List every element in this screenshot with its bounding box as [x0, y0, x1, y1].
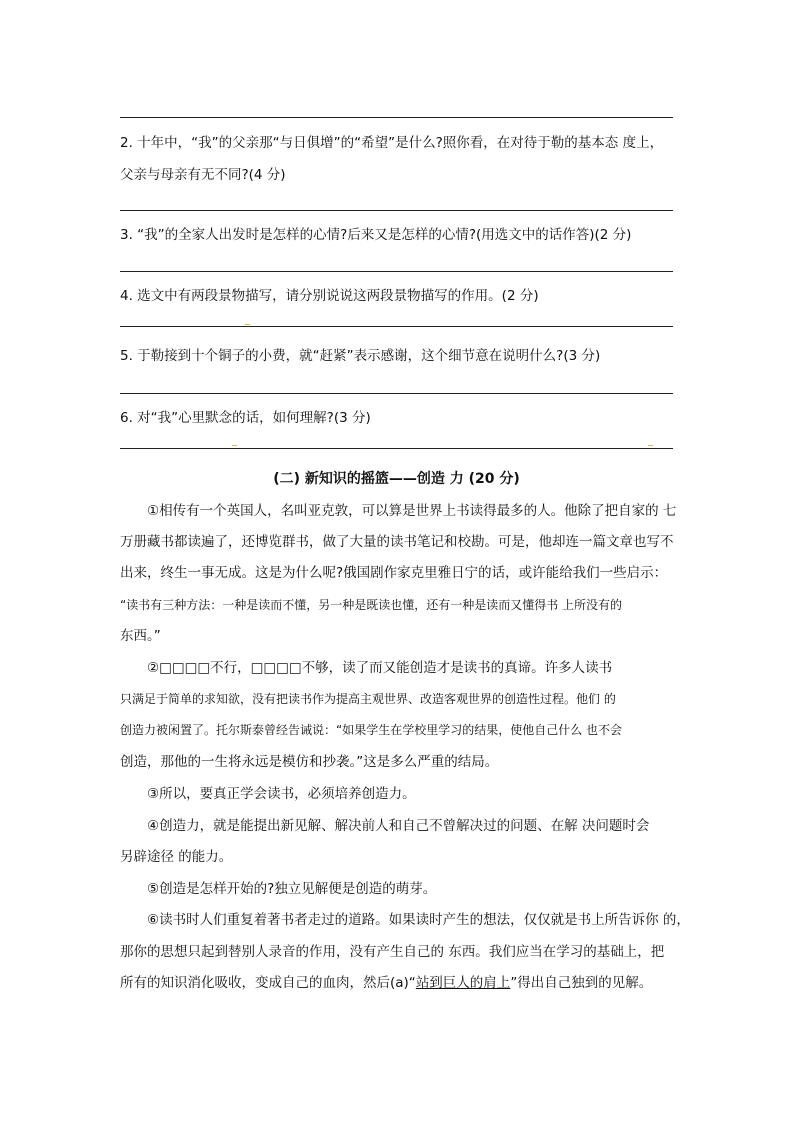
question-6: 6. 对“我”心里默念的话，如何理解?(3 分)	[120, 410, 371, 426]
paragraph-3: ③所以，要真正学会读书，必须培养创造力。	[147, 786, 416, 802]
answer-line-2	[120, 210, 673, 211]
paragraph-2-line-1: ②□□□□不行，□□□□不够，读了而又能创造才是读书的真谛。许多人读书	[147, 660, 613, 676]
paragraph-6-line-1: ⑥读书时人们重复着著书者走过的道路。如果读时产生的想法，仅仅就是书上所告诉你 的，	[147, 912, 690, 928]
answer-line-4	[120, 326, 673, 327]
paragraph-1-line-1: ①相传有一个英国人，名叫亚克敦，可以算是世界上书读得最多的人。他除了把自家的 七	[147, 503, 677, 519]
paragraph-2-line-4: 创造，那他的一生将永远是模仿和抄袭。”这是多么严重的结局。	[120, 754, 499, 770]
question-2-line-2: 父亲与母亲有无不同?(4 分)	[120, 167, 286, 183]
paragraph-6-line-2: 那你的思想只起到替别人录音的作用，没有产生自己的 东西。我们应当在学习的基础上，把	[120, 944, 665, 960]
mark-tick	[232, 445, 237, 446]
paragraph-6-text: 所有的知识消化吸收，变成自己的血肉，然后(a)“	[120, 975, 416, 991]
section-title: (二) 新知识的摇篮——创造 力 (20 分)	[273, 471, 520, 487]
paragraph-1-line-2: 万册藏书都读遍了，还博览群书，做了大量的读书笔记和校勘。可是，他却连一篇文章也写不	[120, 534, 674, 550]
paragraph-2-line-3: 创造力被闲置了。托尔斯泰曾经告诫说：“如果学生在学校里学习的结果，使他自己什么 也不会	[120, 723, 623, 737]
mark-tick	[245, 324, 250, 325]
mark-tick	[648, 445, 653, 446]
answer-line-1	[120, 117, 673, 118]
question-2-line-1: 2. 十年中，“我”的父亲那“与日俱增”的“希望”是什么?照你看，在对待于勒的基本态 度上，	[120, 135, 664, 151]
answer-line-6	[120, 448, 673, 449]
paragraph-5: ⑤创造是怎样开始的?独立见解便是创造的萌芽。	[147, 881, 437, 897]
paragraph-6-text-end: ”得出自己独到的见解。	[510, 975, 653, 991]
paragraph-2-line-2: 只满足于简单的求知欲，没有把读书作为提高主观世界、改造客观世界的创造性过程。他们 的	[120, 692, 616, 706]
answer-line-3	[120, 271, 673, 272]
paragraph-1-line-3: 出来，终生一事无成。这是为什么呢?俄国剧作家克里雅日宁的话，或许能给我们一些启示：	[120, 565, 668, 581]
paragraph-4-line-2: 另辟途径 的能力。	[120, 849, 233, 865]
paragraph-6-line-3	[120, 974, 680, 992]
paragraph-1-line-5: 东西。”	[120, 628, 161, 644]
paragraph-1-line-4: “读书有三种方法：一种是读而不懂，另一种是既读也懂，还有一种是读而又懂得书 上所没有的	[120, 598, 623, 612]
paragraph-4-line-1: ④创造力，就是能提出新见解、解决前人和自己不曾解决过的问题、在解 决问题时会	[147, 818, 650, 834]
underlined-phrase: 站到巨人的肩上	[415, 975, 511, 991]
question-4: 4. 选文中有两段景物描写，请分别说说这两段景物描写的作用。(2 分)	[120, 288, 539, 304]
question-3: 3. “我”的全家人出发时是怎样的心情?后来又是怎样的心情?(用选文中的话作答)(2 分)	[120, 227, 632, 243]
answer-line-5	[120, 393, 673, 394]
question-5: 5. 于勒接到十个铜子的小费，就“赶紧”表示感谢，这个细节意在说明什么?(3 分)	[120, 348, 601, 364]
